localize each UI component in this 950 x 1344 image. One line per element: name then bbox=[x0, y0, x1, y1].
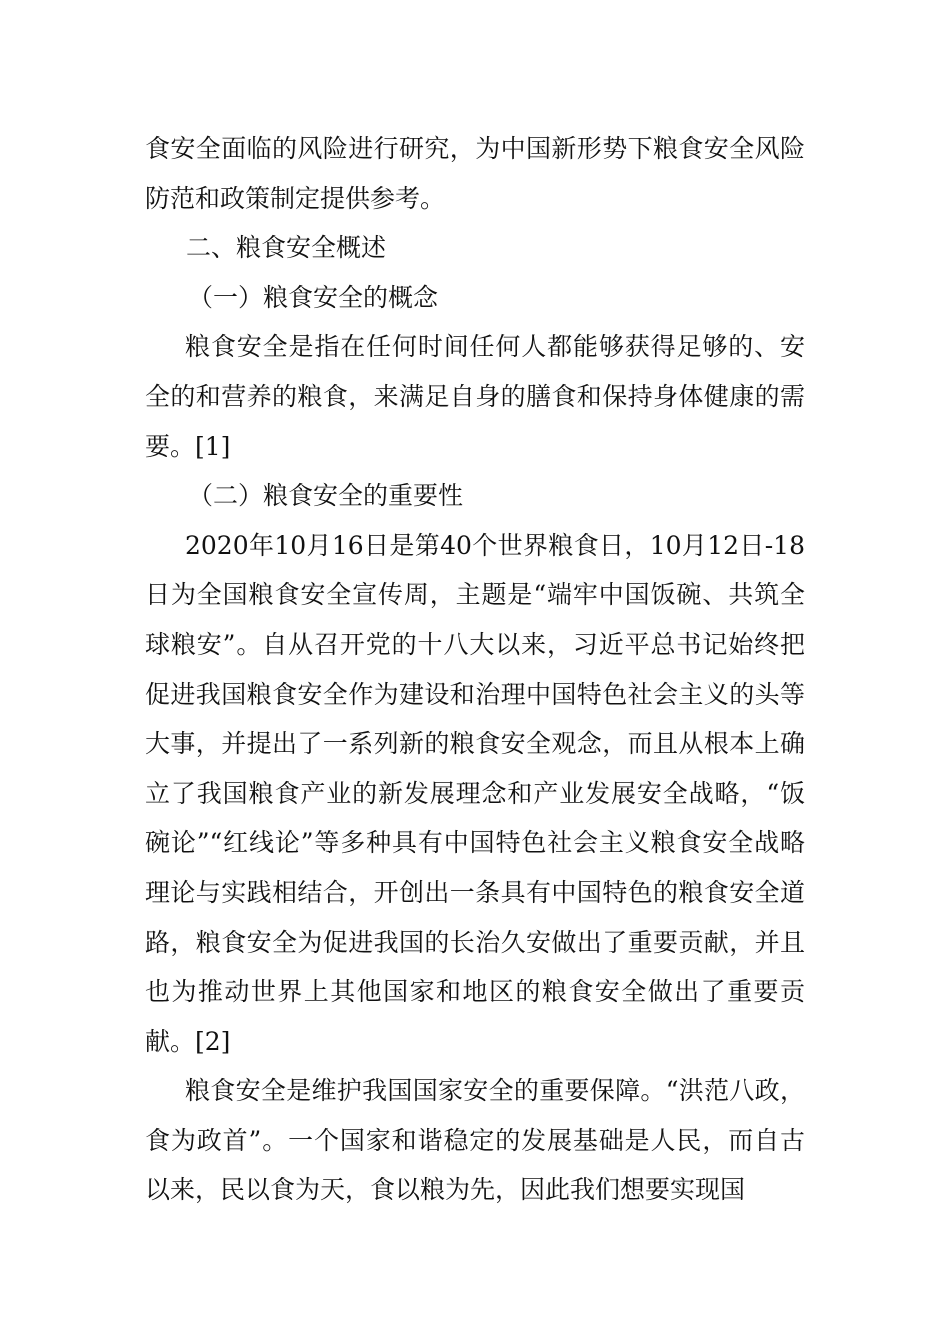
body-paragraph: 2020年10月16日是第40个世界粮食日，10月12日-18日为全国粮食安全宣传周，主题是“端牢中国饭碗、共筑全球粮安”。自从召开党的十八大以来，习近平总书记始终把促进我国粮食安全作为建设和治理中国特色社会主义的头等大事，并提出了一系列新的粮食安全观念，而且从根本上确立了我国粮食产业的新发展理念和产业发展安全战略，“饭碗论”“红线论”等多种具有中国特色社会主义粮食安全战略理论与实践相结合，开创出一条具有中国特色的粮食安全道路，粮食安全为促进我国的长治久安做出了重要贡献，并且也为推动世界上其他国家和地区的粮食安全做出了重要贡献。[2] bbox=[145, 530, 805, 1056]
body-paragraph: 粮食安全是指在任何时间任何人都能够获得足够的、安全的和营养的粮食，来满足自身的膳食和保持身体健康的需要。[1] bbox=[145, 332, 805, 461]
body-paragraph: 粮食安全是维护我国国家安全的重要保障。“洪范八政，食为政首”。一个国家和谐稳定的发展基础是人民，而自古以来，民以食为天，食以粮为先，因此我们想要实现国 bbox=[145, 1076, 805, 1205]
subsection-heading: （一）粮食安全的概念 bbox=[188, 282, 439, 312]
body-paragraph-continued: 食安全面临的风险进行研究，为中国新形势下粮食安全风险防范和政策制定提供参考。 bbox=[145, 134, 805, 213]
subsection-heading: （二）粮食安全的重要性 bbox=[188, 481, 464, 511]
document-page bbox=[145, 124, 805, 1215]
section-heading: 二、粮食安全概述 bbox=[186, 233, 387, 263]
